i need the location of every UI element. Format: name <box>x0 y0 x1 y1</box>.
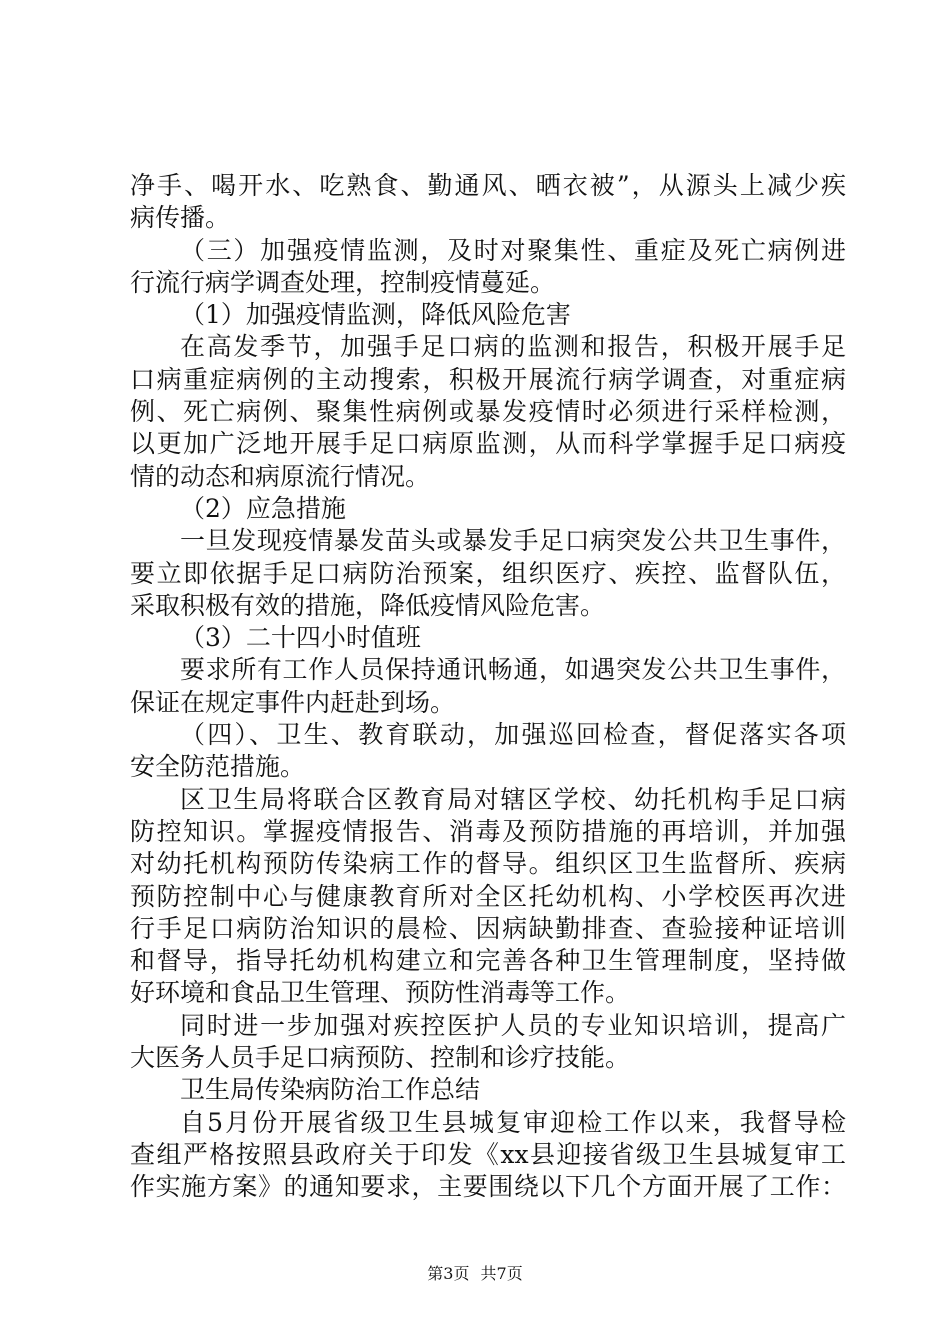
section-title: 卫生局传染病防治工作总结 <box>180 1075 481 1105</box>
subheading: （2）应急措施 <box>180 493 346 523</box>
text-line: 一旦发现疫情暴发苗头或暴发手足口病突发公共卫生事件， <box>180 526 846 556</box>
text-line: 同时进一步加强对疾控医护人员的专业知识培训，提高广 <box>180 1010 846 1040</box>
text-line: 口病重症病例的主动搜索，积极开展流行病学调查，对重症病 <box>130 364 846 394</box>
text-line: 情的动态和病原流行情况。 <box>130 461 431 491</box>
text-line: 净手、喝开水、吃熟食、勤通风、晒衣被”，从源头上减少疾 <box>130 171 846 200</box>
text-line: 安全防范措施。 <box>130 752 306 782</box>
text-line: 预防控制中心与健康教育所对全区托幼机构、小学校医再次进 <box>130 881 846 911</box>
text-line: 要求所有工作人员保持通讯畅通，如遇突发公共卫生事件， <box>180 655 846 685</box>
text-line: 例、死亡病例、聚集性病例或暴发疫情时必须进行采样检测， <box>130 397 846 427</box>
text-line: 要立即依据手足口病防治预案，组织医疗、疾控、监督队伍， <box>130 558 846 588</box>
text-line: （四）、卫生、教育联动，加强巡回检查，督促落实各项 <box>180 720 846 750</box>
text-line: 作实施方案》的通知要求，主要围绕以下几个方面开展了工作： <box>130 1172 846 1202</box>
text-line: 对幼托机构预防传染病工作的督导。组织区卫生监督所、疾病 <box>130 849 846 879</box>
subheading: （3）二十四小时值班 <box>180 623 421 653</box>
page-total: 共7页 <box>480 1264 523 1283</box>
text-line: 和督导，指导托幼机构建立和完善各种卫生管理制度，坚持做 <box>130 946 846 976</box>
text-line: 采取积极有效的措施，降低疫情风险危害。 <box>130 590 606 620</box>
page-footer <box>0 1264 950 1284</box>
text-line: 查组严格按照县政府关于印发《xx县迎接省级卫生县城复审工 <box>130 1139 846 1169</box>
text-line: 防控知识。掌握疫情报告、消毒及预防措施的再培训，并加强 <box>130 816 846 846</box>
page-number: 第3页 <box>427 1264 470 1283</box>
subheading: （1）加强疫情监测，降低风险危害 <box>180 300 571 330</box>
text-line: 在高发季节，加强手足口病的监测和报告，积极开展手足 <box>180 332 846 362</box>
text-line: 好环境和食品卫生管理、预防性消毒等工作。 <box>130 978 631 1008</box>
text-line: （三）加强疫情监测，及时对聚集性、重症及死亡病例进 <box>180 235 846 265</box>
text-line: 大医务人员手足口病预防、控制和诊疗技能。 <box>130 1043 631 1073</box>
text-line: 病传播。 <box>130 203 231 233</box>
text-line: 自5月份开展省级卫生县城复审迎检工作以来，我督导检 <box>180 1107 846 1137</box>
document-body <box>130 170 846 1204</box>
text-line: 行流行病学调查处理，控制疫情蔓延。 <box>130 267 556 297</box>
text-line: 行手足口病防治知识的晨检、因病缺勤排查、查验接种证培训 <box>130 913 846 943</box>
text-line: 以更加广泛地开展手足口病原监测，从而科学掌握手足口病疫 <box>130 429 846 459</box>
text-line: 区卫生局将联合区教育局对辖区学校、幼托机构手足口病 <box>180 784 846 814</box>
text-line: 保证在规定事件内赶赴到场。 <box>130 687 456 717</box>
